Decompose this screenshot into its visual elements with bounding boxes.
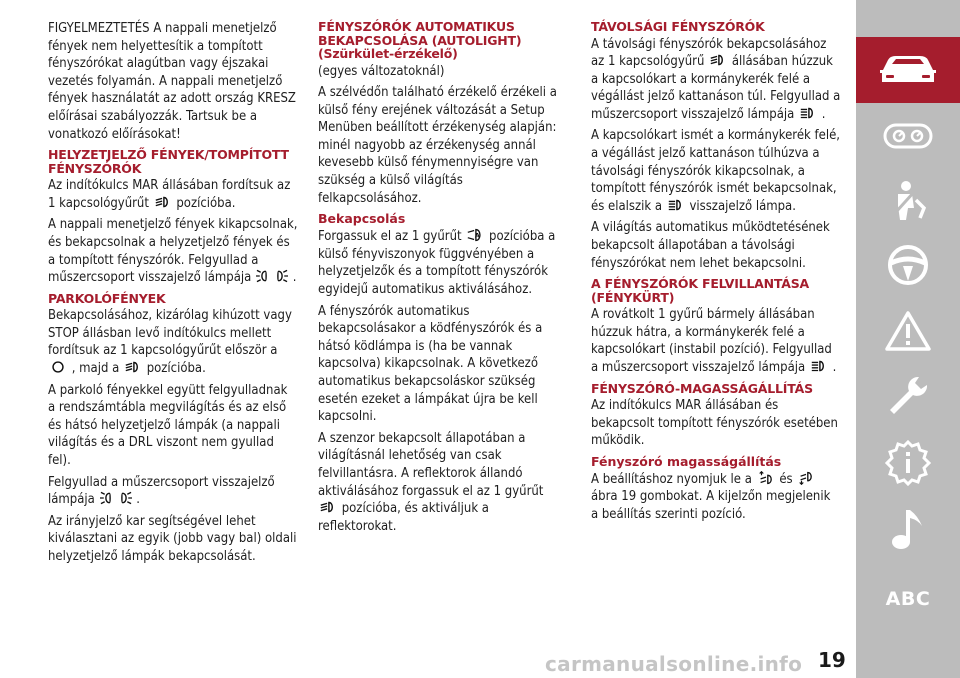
paragraph: Az irányjelző kar segítségével lehet kiválasztani az egyik (jobb vagy bal) oldali helyzetjelző lámpák bekapcsolását. (48, 513, 297, 564)
dashboard-icon (883, 121, 933, 151)
side-lights-icon (100, 491, 132, 505)
car-icon (876, 52, 940, 88)
heading-position-lights: HELYZETJELZŐ FÉNYEK/TOMPÍTOTT FÉNYSZÓRÓK (48, 147, 289, 176)
auto-light-icon (466, 228, 484, 242)
chapter-tab-technical-data[interactable] (856, 430, 960, 496)
chapter-tab-warnings[interactable] (856, 298, 960, 364)
paragraph: A világítás automatikus működtetésének bekapcsolt állapotában a távolsági fényszórókat nem lehet bekapcsolni. (591, 220, 830, 271)
paragraph: A nappali menetjelző fények kikapcsolnak, és bekapcsolnak a helyzetjelző fények és a tompított fényszórók. Felgyullad a műszercsoport visszajelző lámpája . (48, 217, 298, 286)
chapter-tab-index[interactable] (856, 566, 960, 632)
paragraph: A rovátkolt 1 gyűrű bármely állásában húzzuk hátra, a kormánykerék felé a kapcsolókart (instabil pozíció). Felgyullad a műszercsoport visszajelző lámpája . (591, 307, 837, 375)
dipped-beam-icon (154, 195, 172, 209)
column-1 (48, 20, 298, 570)
paragraph: Bekapcsolásához, kizárólag kihúzott vagy STOP állásban levő indítókulcs mellett fordítsuk az 1 kapcsológyűrűt először a , majd a pozícióba. (48, 308, 292, 376)
heading-flash: A FÉNYSZÓRÓK FELVILLANTÁSA (FÉNYKÜRT) (591, 276, 810, 305)
dipped-beam-icon (319, 500, 337, 514)
chapter-tab-dashboard[interactable] (856, 103, 960, 169)
watermark: carmanualsonline.info (545, 652, 803, 676)
side-lights-icon (256, 269, 288, 283)
level-down-icon (797, 471, 815, 485)
heading-high-beam: TÁVOLSÁGI FÉNYSZÓRÓK (591, 19, 765, 34)
svg-text:A: A (475, 232, 480, 240)
seat-belt-icon (886, 178, 930, 222)
paragraph: A szenzor bekapcsolt állapotában a világításnál lehetőség van csak felvillantásra. A reflektorok állandó aktiválásához forgassuk el az 1 gyűrűt pozícióba, és aktiváljuk a reflektorokat. (318, 430, 544, 534)
dipped-beam-icon (709, 53, 727, 67)
wrench-icon (885, 373, 931, 419)
high-beam-icon (667, 198, 685, 212)
chapter-tab-maintenance[interactable] (856, 363, 960, 429)
info-gear-icon (885, 440, 931, 486)
paragraph: A parkoló fényekkel együtt felgyulladnak a rendszámtábla megvilágítás és az első és hátsó helyzetjelző lámpák (a nappali világítás és a DRL viszont nem gyullad fel). (48, 382, 288, 468)
paragraph: A szélvédőn található érzékelő érzékeli a külső fény erejének változását a Setup Menüben beállított érzékenység alapján: minél nagyobb az érzékenység annál kevesebb külső fénymennyiségre van szükség a külső világítás felkapcsolásához. (318, 85, 557, 206)
chapter-tab-driving[interactable] (856, 232, 960, 298)
chapter-tab-multimedia[interactable] (856, 496, 960, 562)
heading-autolight: FÉNYSZÓRÓK AUTOMATIKUS BEKAPCSOLÁSA (AUTOLIGHT) (Szürkület-érzékelő) (318, 19, 522, 61)
subheading-switch-on: Bekapcsolás (318, 211, 406, 227)
high-beam-icon (799, 106, 817, 120)
paragraph: A távolsági fényszórók bekapcsolásához az 1 kapcsológyűrű állásában húzzuk a kapcsolókart a kormánykerék felé a végállást jelző kattanáson túl. Felgyullad a műszercsoport visszajelző lámpája . (591, 36, 841, 122)
circle-position-icon (49, 360, 67, 374)
heading-headlight-levelling: FÉNYSZÓRÓ-MAGASSÁGÁLLÍTÁS (591, 380, 813, 396)
chapter-sidebar (856, 0, 960, 678)
page-number: 19 (818, 648, 846, 672)
warning-triangle-icon (885, 310, 931, 352)
abc-label: ABC (885, 588, 931, 610)
paragraph: A fényszórók automatikus bekapcsolásakor a ködfényszórók és a hátsó ködlámpa is (ha be vannak kapcsolva) kikapcsolnak. A következő automatikus bekapcsoláskor szükség esetén ezeket a lámpákat újra be kell kapcsolni. (318, 303, 543, 425)
paragraph: Felgyullad a műszercsoport visszajelző lámpája . (48, 474, 275, 508)
high-beam-icon (810, 359, 828, 373)
paragraph: A beállításhoz nyomjuk le a és ábra 19 gombokat. A kijelzőn megjelenik a beállítás szerinti pozíció. (591, 471, 831, 523)
steering-wheel-icon (886, 243, 930, 287)
heading-parking-lights: PARKOLÓFÉNYEK (48, 290, 166, 306)
paragraph: (egyes változatoknál) (318, 63, 445, 79)
column-3 (591, 20, 841, 528)
dipped-beam-icon (124, 360, 142, 374)
warning-paragraph: FIGYELMEZTETÉS A nappali menetjelző fények nem helyettesítik a tompított fényszórókat alagútban vagy éjszakai vezetés folyamán. A nappali menetjelző fények használatát az adott ország KRESZ előírásai szabályozzák. Tartsuk be a vonatkozó előírásokat! (48, 21, 296, 142)
chapter-tab-safety[interactable] (856, 167, 960, 233)
paragraph: A kapcsolókart ismét a kormánykerék felé, a végállást jelző kattanáson túlhúzva a távolsági fényszórók kikapcsolnak, a tompított fényszórók ismét bekapcsolnak, és elalszik a visszajelző lámpa. (591, 128, 840, 214)
paragraph: Forgassuk el az 1 gyűrűt A pozícióba a külső fényviszonyok függvényében a helyzetjelzők és a tompított fényszórók egyidejű automatikus aktiválásához. (318, 229, 556, 298)
paragraph: Az indítókulcs MAR állásában és bekapcsolt tompított fényszórók esetében működik. (591, 398, 838, 449)
subheading-levelling: Fényszóró magasságállítás (591, 453, 782, 469)
chapter-tab-car[interactable] (856, 37, 960, 103)
paragraph: Az indítókulcs MAR állásában fordítsuk az 1 kapcsológyűrűt pozícióba. (48, 178, 291, 211)
column-2 (318, 20, 566, 539)
level-up-icon (757, 471, 775, 485)
music-note-icon (888, 506, 928, 552)
